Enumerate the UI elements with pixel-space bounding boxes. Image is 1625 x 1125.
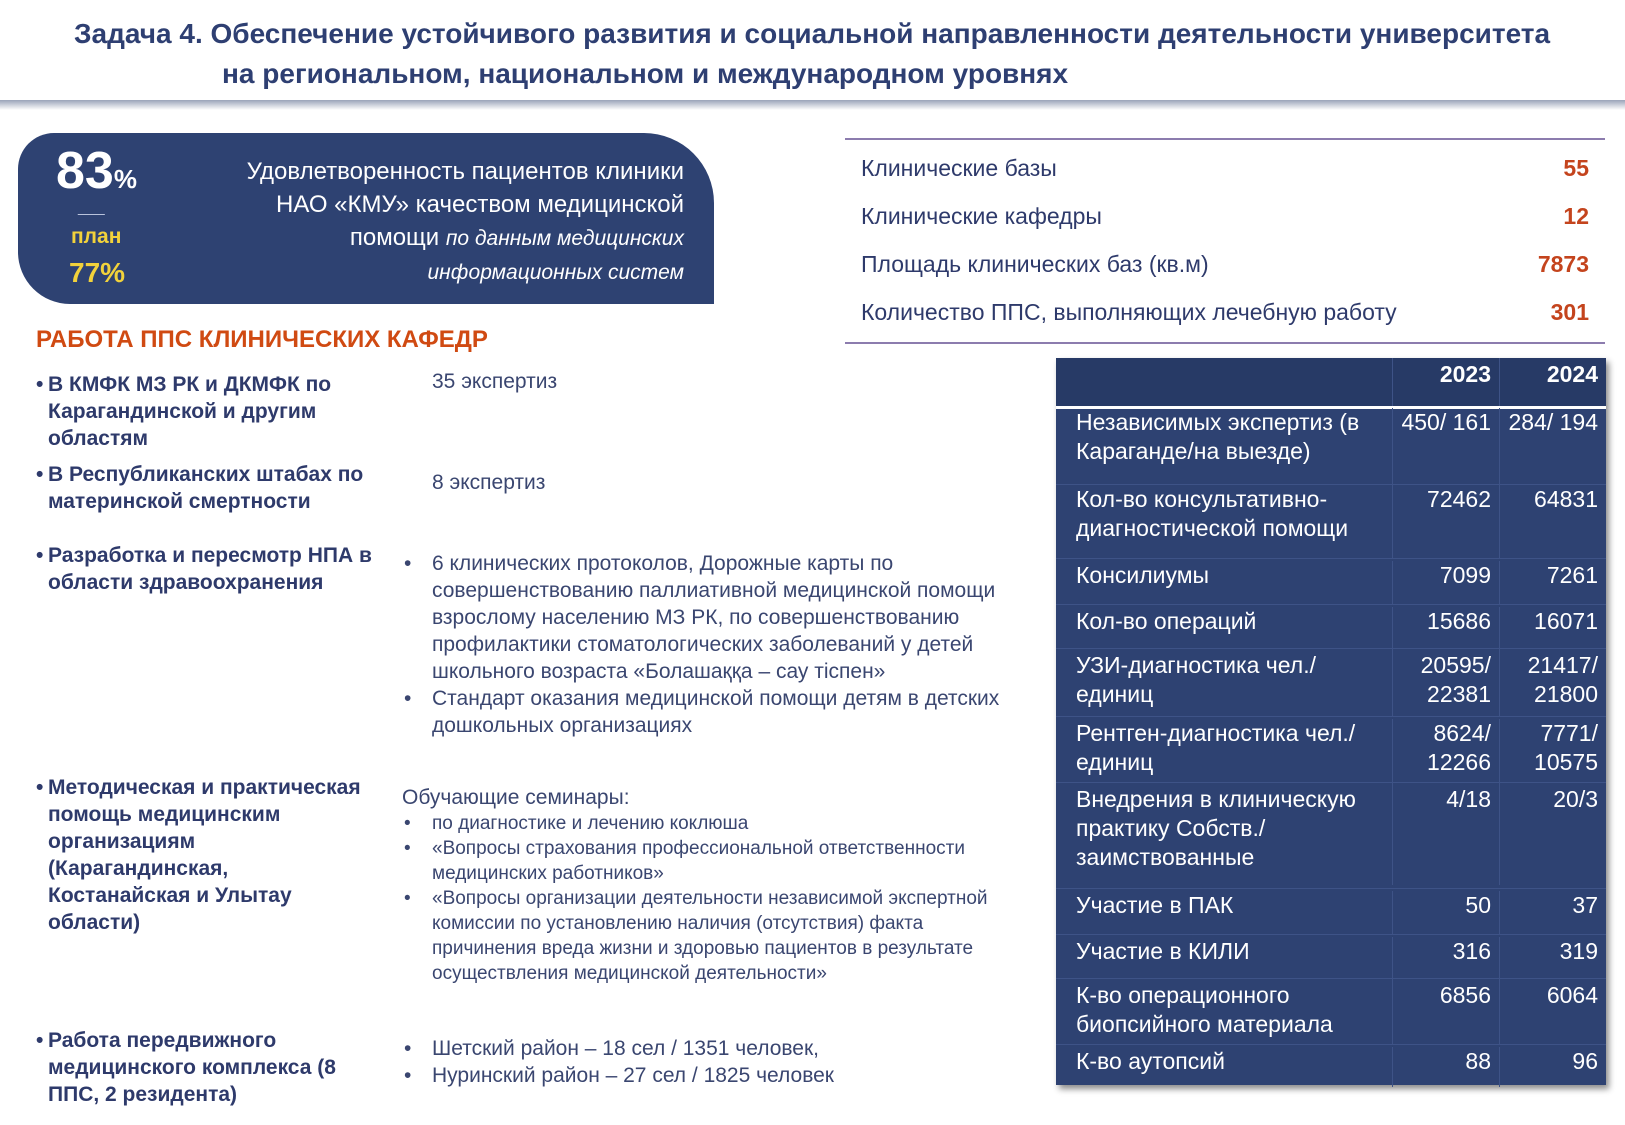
cell-2024: 20/3 — [1499, 785, 1606, 885]
row-label: Внедрения в клиническую практику Собств./заимствованные — [1076, 786, 1356, 870]
activity-label — [36, 542, 376, 596]
activity-text: В КМФК МЗ РК и ДКМФК по Карагандинской и другим областям — [48, 373, 332, 450]
list-item: • «Вопросы страхования профессиональной ответственности медицинских работников» — [432, 836, 1002, 886]
table-header-cell — [1056, 358, 1392, 406]
bullet: • — [36, 1029, 44, 1052]
list-item: • Шетский район – 18 сел / 1351 человек, — [432, 1035, 1002, 1062]
stat-label: Количество ППС, выполняющих лечебную работу — [861, 298, 1397, 325]
satisfaction-dash: ___ — [78, 199, 105, 216]
seminars-intro: Обучающие семинары: — [402, 786, 630, 809]
activity-detail: 35 экспертиз — [432, 370, 558, 393]
table-row — [1056, 888, 1606, 935]
cell-2023: 50 — [1392, 891, 1499, 935]
stat-value: 7873 — [1537, 250, 1589, 277]
cell-2023: 450/ 161 — [1392, 408, 1499, 484]
table-row — [1056, 558, 1606, 605]
table-row — [1056, 604, 1606, 651]
activity-detail-list — [402, 784, 1002, 986]
list-item: • «Вопросы организации деятельности независимой экспертной комиссии по установлению наличия (отсутствия) факта причинения вреда жизни и здоровью пациентов в результате осуществления медицинской деятельности» — [432, 886, 1002, 986]
activity-label — [36, 1027, 376, 1108]
row-label: Кол-во операций — [1076, 608, 1257, 634]
cell-2024: 16071 — [1499, 607, 1606, 651]
stat-row — [845, 240, 1605, 288]
stat-row — [845, 192, 1605, 240]
row-label: К-во операционного биопсийного материала — [1076, 982, 1333, 1037]
activity-label — [36, 774, 376, 936]
table-row — [1056, 484, 1606, 559]
cell-2024: 284/ 194 — [1499, 408, 1606, 484]
activity-label — [36, 371, 376, 452]
stat-label: Клинические кафедры — [861, 202, 1102, 229]
row-label: К-во аутопсий — [1076, 1048, 1225, 1074]
desc-line-1: Удовлетворенность пациентов клиники — [246, 158, 684, 185]
satisfaction-value — [56, 141, 137, 201]
cell-2024: 21417/ 21800 — [1499, 651, 1606, 717]
cell-2023: 316 — [1392, 937, 1499, 981]
list-item: • 6 клинических протоколов, Дорожные карты по совершенствованию паллиативной медицинской помощи взрослому населению МЗ РК, по совершенствованию профилактики стоматологических заболеваний у детей школьного возраста «Болашаққа – сау тіспен» — [432, 550, 1002, 685]
row-label: Независимых экспертиз (в Караганде/на выезде) — [1076, 409, 1360, 464]
cell-2023: 8624/ 12266 — [1392, 719, 1499, 785]
bullet: • — [36, 463, 44, 486]
activity-text: В Республиканских штабах по материнской смертности — [48, 463, 364, 513]
stat-value: 55 — [1563, 154, 1589, 181]
cell-2024: 64831 — [1499, 485, 1606, 559]
stat-row — [845, 144, 1605, 192]
page-title-line-1: Задача 4. Обеспечение устойчивого развития и социальной направленности деятельности университета — [74, 18, 1551, 49]
table-row — [1056, 716, 1606, 785]
activity-detail: 8 экспертиз — [432, 471, 546, 494]
plan-label: план — [71, 225, 122, 248]
activity-table — [1056, 358, 1606, 1085]
stat-value: 301 — [1550, 298, 1589, 325]
row-label: УЗИ-диагностика чел./единиц — [1076, 652, 1316, 707]
bullet: • — [36, 776, 44, 799]
activity-detail-list — [402, 550, 1002, 739]
title-divider — [0, 100, 1625, 110]
satisfaction-card — [18, 133, 714, 304]
activity-detail-list — [402, 1035, 1002, 1089]
table-row — [1056, 648, 1606, 717]
activity-label — [36, 461, 376, 515]
cell-2023: 4/18 — [1392, 785, 1499, 885]
stat-row — [845, 288, 1605, 336]
list-item: • Нуринский район – 27 сел / 1825 человек — [432, 1062, 1002, 1089]
activity-text: Работа передвижного медицинского комплекса (8 ППС, 2 резидента) — [48, 1029, 336, 1106]
page-title — [0, 14, 1625, 94]
stat-label: Площадь клинических баз (кв.м) — [861, 250, 1209, 277]
cell-2023: 88 — [1392, 1047, 1499, 1087]
clinical-stats — [845, 138, 1605, 344]
cell-2024: 6064 — [1499, 981, 1606, 1045]
page-title-line-2: на региональном, национальном и международном уровнях — [222, 58, 1069, 89]
table-header-cell: 2024 — [1499, 358, 1606, 406]
desc-line-3: помощи — [349, 224, 440, 251]
activity-text: Разработка и пересмотр НПА в области здравоохранения — [48, 544, 372, 594]
list-item: • по диагностике и лечению коклюша — [432, 811, 1002, 836]
cell-2023: 7099 — [1392, 561, 1499, 605]
table-row — [1056, 1044, 1606, 1087]
table-header-cell: 2023 — [1392, 358, 1499, 406]
cell-2024: 96 — [1499, 1047, 1606, 1087]
cell-2024: 7771/ 10575 — [1499, 719, 1606, 785]
bullet: • — [36, 373, 44, 396]
desc-italic-2: информационных систем — [427, 261, 684, 284]
satisfaction-description — [164, 155, 684, 289]
row-label: Рентген-диагностика чел./единиц — [1076, 720, 1356, 775]
table-header — [1056, 358, 1606, 409]
cell-2023: 15686 — [1392, 607, 1499, 651]
table-row — [1056, 782, 1606, 885]
stat-value: 12 — [1563, 202, 1589, 229]
desc-italic-1: по данным медицинских — [445, 227, 684, 250]
cell-2024: 37 — [1499, 891, 1606, 935]
row-label: Участие в КИЛИ — [1076, 938, 1250, 964]
desc-line-2: НАО «КМУ» качеством медицинской — [276, 191, 684, 218]
stat-label: Клинические базы — [861, 154, 1057, 181]
cell-2023: 6856 — [1392, 981, 1499, 1045]
cell-2023: 72462 — [1392, 485, 1499, 559]
activity-text: Методическая и практическая помощь медицинским организациям (Карагандинская, Костанайская и Улытау области) — [48, 776, 361, 934]
table-row — [1056, 406, 1606, 484]
bullet: • — [36, 544, 44, 567]
table-row — [1056, 934, 1606, 981]
cell-2023: 20595/ 22381 — [1392, 651, 1499, 717]
cell-2024: 319 — [1499, 937, 1606, 981]
plan-value: 77% — [69, 257, 126, 288]
satisfaction-unit: % — [113, 164, 137, 194]
row-label: Кол-во консультативно-диагностической помощи — [1076, 486, 1349, 541]
cell-2024: 7261 — [1499, 561, 1606, 605]
row-label: Участие в ПАК — [1076, 892, 1234, 918]
table-row — [1056, 978, 1606, 1045]
list-item: • Стандарт оказания медицинской помощи детям в детских дошкольных организациях — [432, 685, 1002, 739]
satisfaction-number: 83 — [56, 142, 114, 200]
section-title: РАБОТА ППС КЛИНИЧЕСКИХ КАФЕДР — [36, 326, 488, 353]
row-label: Консилиумы — [1076, 562, 1210, 588]
